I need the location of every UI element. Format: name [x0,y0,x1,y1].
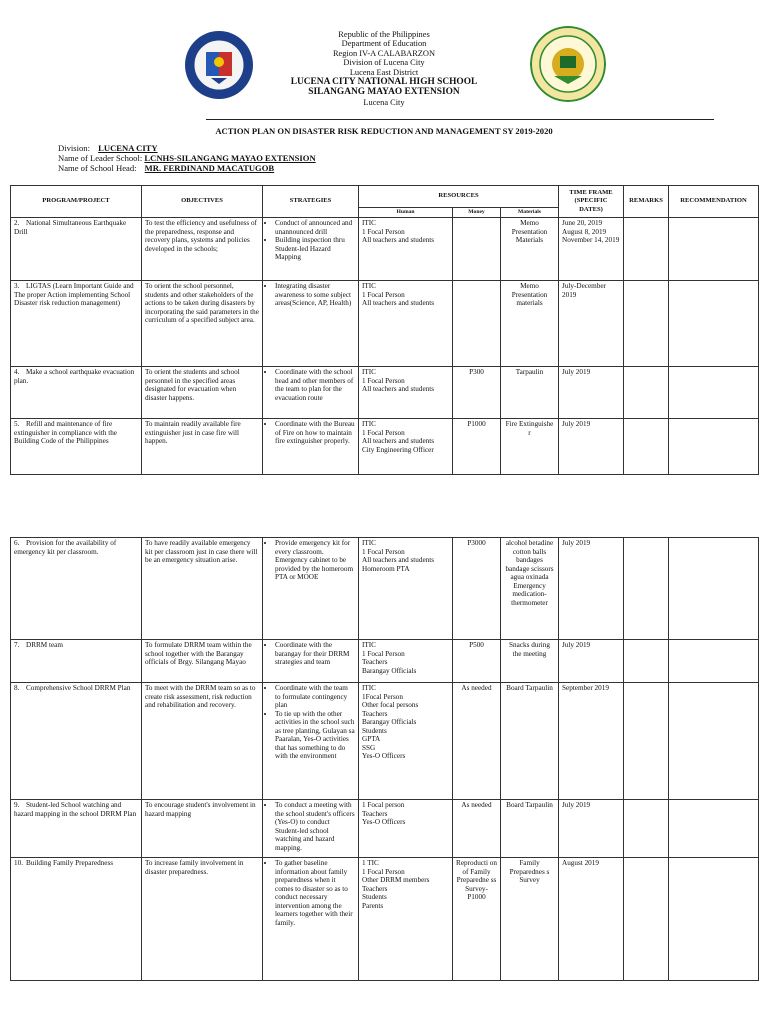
table-row [11,367,759,419]
money-cell [453,218,501,281]
table-row [11,419,759,475]
col-recommendation: RECOMMENDATION [669,186,759,218]
human-resource-item: Other DRRM members [362,876,430,884]
program-text: Student-led School watching and hazard mapping in the school DRRM Plan [14,801,137,818]
col-resources: RESOURCES [359,186,559,208]
col-objectives: OBJECTIVES [142,186,263,218]
program-text: Make a school earthquake evacuation plan. [14,368,135,385]
table-row [11,800,759,858]
strategy-item: • Building inspection thru Student-led Hazard Mapping [275,236,355,262]
recommendation-cell [669,683,759,800]
remarks-cell [624,281,669,367]
strategies-list [266,282,355,308]
human-resource-item: Barangay Officials [362,718,417,726]
money-cell: P3000 [453,538,501,640]
human-resource-item: ITIC [362,219,376,227]
strategy-item: • Coordinate with the team to formulate contingency plan [275,684,355,710]
human-resource-item: Barangay Officials [362,666,417,675]
strategies-cell [263,800,359,858]
objectives-cell: To maintain readily available fire extinguisher just in case fire will happen. [142,419,263,475]
table-row [11,538,759,640]
strategies-list [266,368,355,402]
human-resource-item: Students [362,893,387,901]
human-resource-item: City Engineering Officer [362,445,434,454]
human-resource-item: Teachers [362,709,388,718]
school-head-label: Name of School Head: [58,163,137,173]
strategy-item: • To gather baseline information about family preparedness when it comes to disaster so as to conduct necessary intervention among the learners together with their family. [275,859,355,927]
program-text: DRRM team [26,641,63,649]
row-number: 2. [14,219,20,227]
strategy-item: • To tie up with the other activities in the school such as tree planting, Gulayan sa Paaralan, Yes-O activities that has something to do with the environment [275,710,355,761]
strategies-cell [263,367,359,419]
timeframe-cell: July 2019 [559,800,624,858]
col-remarks: REMARKS [624,186,669,218]
remarks-cell [624,419,669,475]
strategies-list [266,420,355,446]
human-resources-cell [359,640,453,683]
program-cell [11,858,142,981]
human-resources-cell [359,858,453,981]
table-row [11,218,759,281]
program-cell [11,367,142,419]
human-resource-item: ITIC [362,368,376,376]
col-money: Money [453,208,501,218]
remarks-cell [624,218,669,281]
recommendation-cell [669,419,759,475]
human-resource-item: All teachers and students [362,299,435,307]
recommendation-cell [669,640,759,683]
table-row [11,683,759,800]
timeframe-cell: July 2019 [559,419,624,475]
human-resource-item: All teachers and students [362,437,435,445]
strategies-list [266,684,355,761]
strategy-item: • Conduct of announced and unannounced drill [275,219,355,236]
program-text: Refill and maintenance of fire extinguisher in compliance with the Building Code of the Philippines [14,420,117,445]
remarks-cell [624,683,669,800]
row-number: 5. [14,420,20,428]
recommendation-cell [669,367,759,419]
program-text: Building Family Preparedness [26,859,114,867]
human-resources-cell [359,419,453,475]
human-resource-item: 1 Focal Person [362,867,405,876]
human-resource-item: ITIC [362,282,376,290]
table-row [11,858,759,981]
remarks-cell [624,858,669,981]
strategies-cell [263,281,359,367]
program-text: LIGTAS (Learn Important Guide and The proper Action implementing School Disaster risk reduction management) [14,282,134,307]
human-resource-item: 1Focal Person [362,692,403,701]
recommendation-cell [669,858,759,981]
timeframe-cell: July-December 2019 [559,281,624,367]
human-resource-item: 1 TIC [362,859,379,867]
program-text: Comprehensive School DRRM Plan [26,684,131,692]
human-resource-item: 1 Focal Person [362,649,405,658]
recommendation-cell [669,218,759,281]
human-resources-cell [359,281,453,367]
human-resource-item: 1 Focal Person [362,547,405,556]
leader-school-value: LCNHS-SILANGANG MAYAO EXTENSION [144,153,316,163]
strategy-item: • Coordinate with the barangay for their DRRM strategies and team [275,641,355,667]
human-resources-cell [359,367,453,419]
row-number: 9. [14,801,20,809]
human-resources-cell [359,683,453,800]
materials-cell: Tarpaulin [501,367,559,419]
human-resources-cell [359,218,453,281]
human-resource-item: SSG [362,743,376,752]
objectives-cell: To meet with the DRRM team so as to create risk assessment, risk reduction and rehabilitation and recovery. [142,683,263,800]
school-city: Lucena City [363,97,405,107]
human-resource-item: Parents [362,901,384,910]
table-row [11,281,759,367]
program-cell [11,800,142,858]
timeframe-cell: July 2019 [559,538,624,640]
timeframe-cell: July 2019 [559,640,624,683]
timeframe-cell: August 2019 [559,858,624,981]
materials-cell: Memo Presentation Materials [501,218,559,281]
human-resource-item: 1 Focal Person [362,376,405,385]
objectives-cell: To increase family involvement in disaster preparedness. [142,858,263,981]
strategies-cell [263,683,359,800]
document-title: ACTION PLAN ON DISASTER RISK REDUCTION AND MANAGEMENT SY 2019-2020 [215,126,553,136]
program-cell [11,419,142,475]
row-number: 6. [14,539,20,547]
header-line: Division of Lucena City [343,58,425,68]
header-line: Department of Education [341,39,427,49]
objectives-cell: To orient the school personnel, students and other stakeholders of the actions to be taken during disasters by incorporating the said parameters in the curriculum of a specified subject area. [142,281,263,367]
objectives-cell: To encourage student's involvement in hazard mapping [142,800,263,858]
objectives-cell: To formulate DRRM team within the school together with the Barangay officials of Brgy. Silangang Mayao [142,640,263,683]
strategies-list [266,641,355,667]
header-line: Republic of the Philippines [338,30,430,39]
timeframe-cell: September 2019 [559,683,624,800]
human-resource-item: Teachers [362,884,388,893]
materials-cell: alcohol betadine cotton balls bandages bandage scissors agua oxinada Emergency medication-thermometer [501,538,559,640]
human-resource-item: Homeroom PTA [362,564,410,573]
document-header [200,30,568,107]
human-resource-item: Yes-O Officers [362,752,406,760]
human-resources-cell [359,800,453,858]
division-label: Division: [58,143,90,153]
action-plan-table-2 [10,537,759,981]
row-number: 7. [14,641,20,649]
strategy-item: • Provide emergency kit for every classroom. Emergency cabinet to be provided by the homeroom PTA or MOOE [275,539,355,582]
strategies-cell [263,419,359,475]
human-resource-item: All teachers and students [362,385,435,393]
money-cell [453,281,501,367]
materials-cell: Snacks during the meeting [501,640,559,683]
strategies-list [266,219,355,262]
human-resource-item: GPTA [362,735,381,743]
strategies-list [266,801,355,852]
recommendation-cell [669,800,759,858]
recommendation-cell [669,281,759,367]
human-resources-cell [359,538,453,640]
strategy-item: • Coordinate with the Bureau of Fire on how to maintain fire extinguisher properly. [275,420,355,446]
program-cell [11,281,142,367]
row-number: 4. [14,368,20,376]
money-cell: As needed [453,683,501,800]
human-resource-item: ITIC [362,641,376,649]
strategies-cell [263,640,359,683]
strategies-cell [263,218,359,281]
money-cell: P300 [453,367,501,419]
strategies-list [266,859,355,927]
money-cell: P1000 [453,419,501,475]
materials-cell: Board Tarpaulin [501,800,559,858]
division-value: LUCENA CITY [98,143,158,153]
human-resource-item: All teachers and students [362,236,435,244]
materials-cell: Fire Extinguishe r [501,419,559,475]
header-divider [206,119,714,120]
header-line: Region IV-A CALABARZON [332,48,436,58]
money-cell: P500 [453,640,501,683]
header-line: Lucena East District [349,67,419,77]
row-number: 3. [14,282,20,290]
strategy-item: • Integrating disaster awareness to some subject areas(Science, AP, Health) [275,282,355,308]
school-head-value: MR. FERDINAND MACATUGOB [144,163,275,173]
row-number: 8. [14,684,20,692]
school-head-line [58,164,274,174]
remarks-cell [624,538,669,640]
remarks-cell [624,640,669,683]
money-cell: As needed [453,800,501,858]
human-resource-item: 1 Focal Person [362,227,405,236]
strategies-cell [263,538,359,640]
timeframe-cell: June 20, 2019 August 8, 2019 November 14, 2019 [559,218,624,281]
program-text: National Simultaneous Earthquake Drill [14,219,127,236]
program-cell [11,640,142,683]
remarks-cell [624,367,669,419]
human-resource-item: 1 Focal person [362,801,405,809]
money-cell: Reproducti on of Family Preparedne ss Survey-P1000 [453,858,501,981]
materials-cell: Board Tarpaulin [501,683,559,800]
col-human: Human [359,208,453,218]
human-resource-item: 1 Focal Person [362,290,405,299]
program-cell [11,218,142,281]
objectives-cell: To orient the students and school personnel in the specified areas designated for evacuation when disaster happens. [142,367,263,419]
col-program: PROGRAM/PROJECT [11,186,142,218]
human-resource-item: Teachers [362,809,388,818]
school-name: LUCENA CITY NATIONAL HIGH SCHOOL [290,77,478,88]
program-text: Provision for the availability of emergency kit per classroom. [14,539,117,556]
col-timeframe: TIME FRAME (SPECIFIC DATES) [559,186,624,218]
table-row [11,640,759,683]
human-resource-item: Students [362,726,387,735]
human-resource-item: Yes-O Officers [362,818,406,826]
objectives-cell: To have readily available emergency kit per classroom just in case there will be an emergency situation arise. [142,538,263,640]
human-resource-item: ITIC [362,420,376,428]
school-extension: SILANGANG MAYAO EXTENSION [308,87,460,98]
strategies-cell [263,858,359,981]
human-resource-item: Other focal persons [362,701,419,709]
program-cell [11,538,142,640]
leader-school-label: Name of Leader School: [58,153,143,163]
action-plan-table-1 [10,185,759,475]
human-resource-item: ITIC [362,684,376,692]
strategy-item: • Coordinate with the school head and other members of the team to plan for the evacuation route [275,368,355,402]
recommendation-cell [669,538,759,640]
col-strategies: STRATEGIES [263,186,359,218]
remarks-cell [624,800,669,858]
materials-cell: Family Preparednes s Survey [501,858,559,981]
materials-cell: Memo Presentation materials [501,281,559,367]
row-number: 10. [14,859,23,867]
human-resource-item: All teachers and students [362,556,435,564]
strategies-list [266,539,355,582]
human-resource-item: ITIC [362,539,376,547]
human-resource-item: 1 Focal Person [362,428,405,437]
program-cell [11,683,142,800]
objectives-cell: To test the efficiency and usefulness of the preparedness, response and recovery plans, systems and policies developed in the schools; [142,218,263,281]
col-materials: Materials [501,208,559,218]
timeframe-cell: July 2019 [559,367,624,419]
human-resource-item: Teachers [362,658,388,666]
strategy-item: • To conduct a meeting with the school student's officers (Yes-O) to conduct Student-led school watching and hazard mapping. [275,801,355,852]
